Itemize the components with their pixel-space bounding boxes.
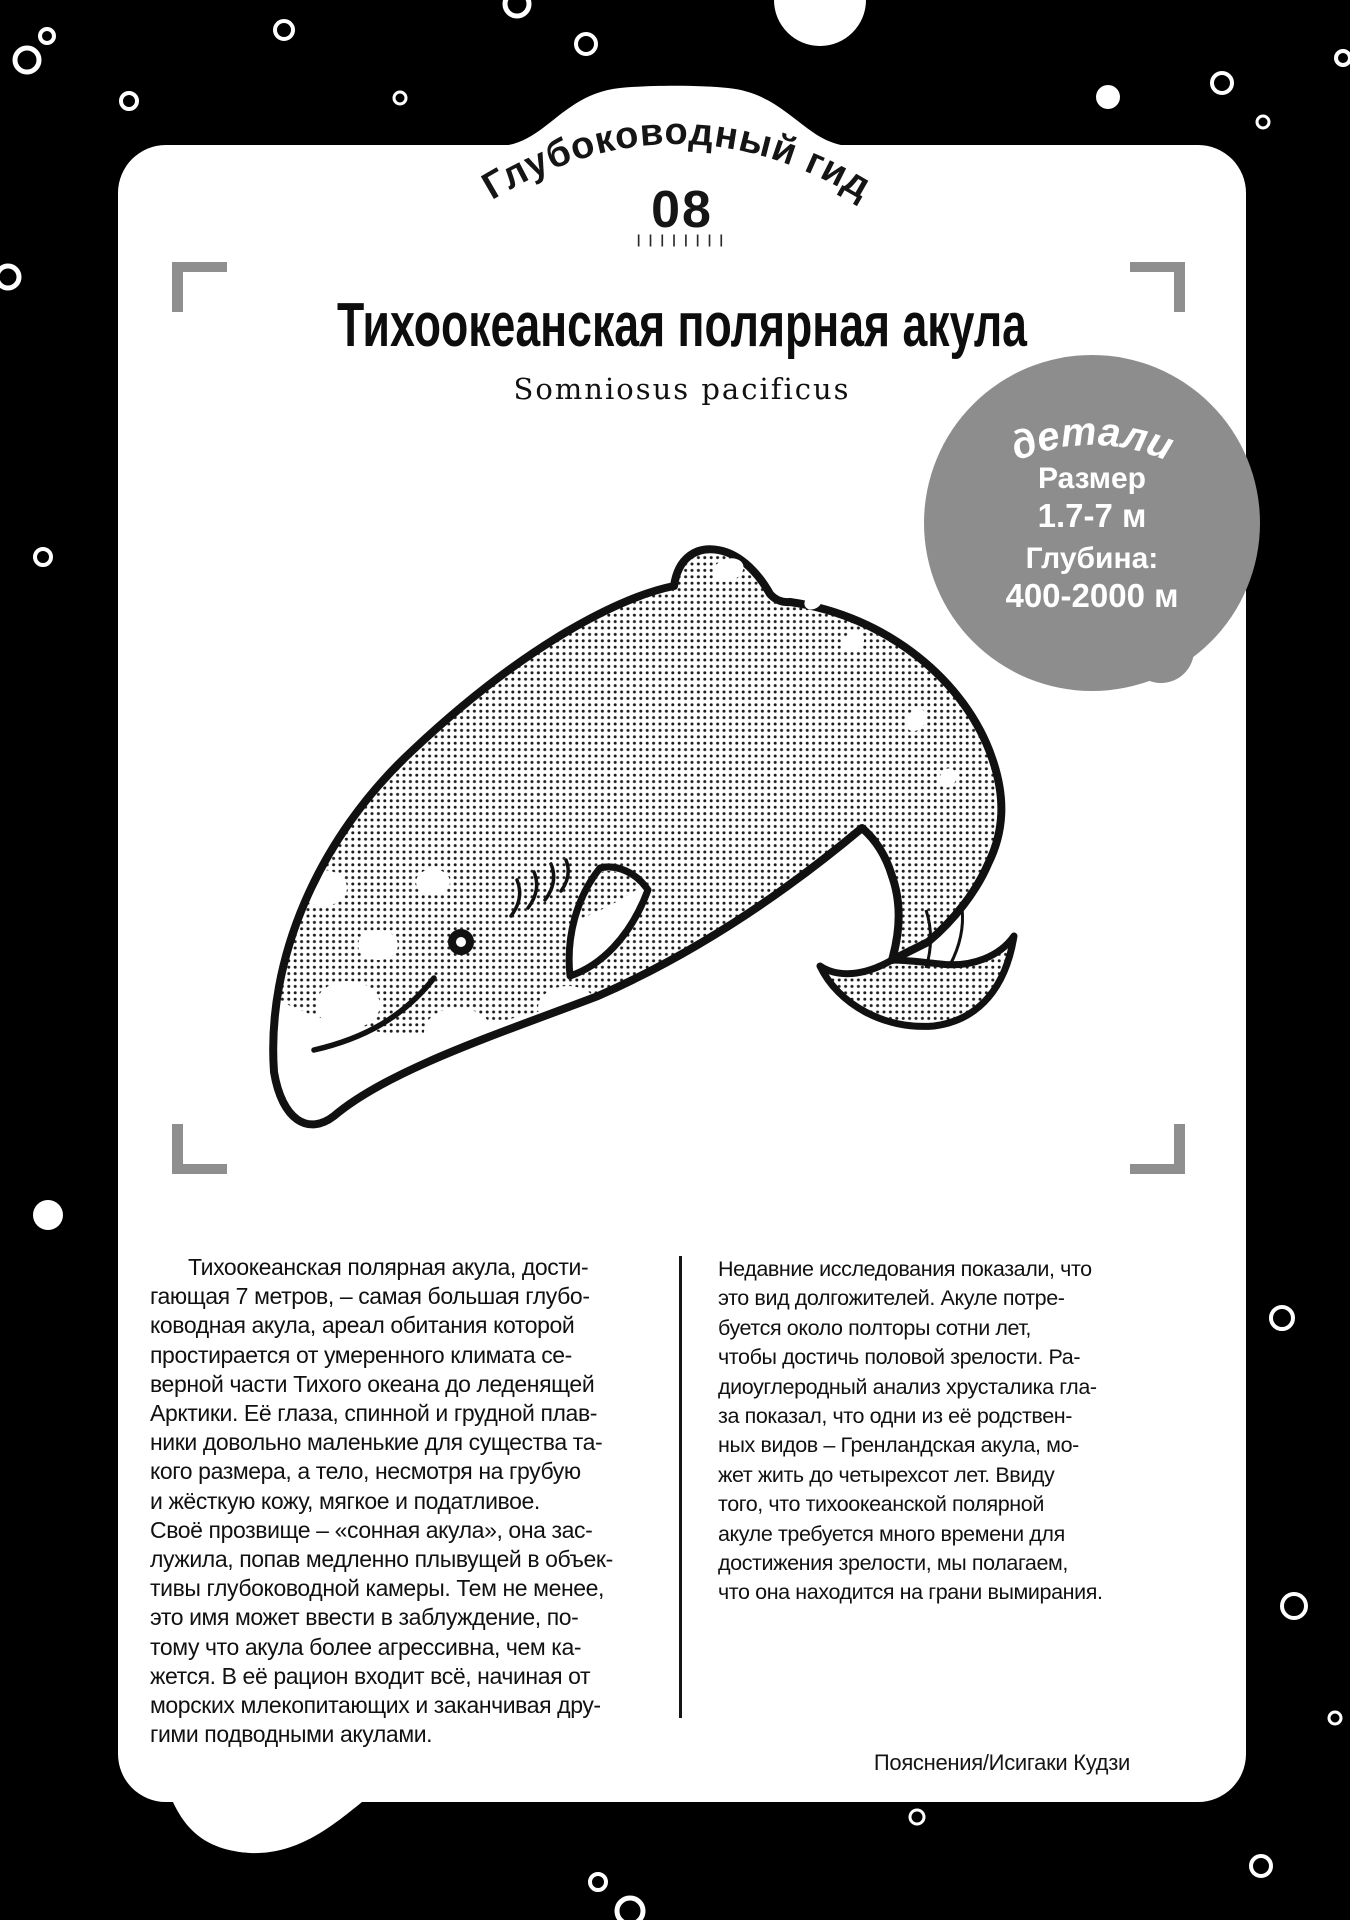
latin-species-name: Somniosus pacificus <box>513 372 851 406</box>
text-line: чтобы достичь половой зрелости. Ра- <box>718 1345 1081 1370</box>
text-line: жется. В её рацион входит всё, начиная от <box>150 1662 591 1689</box>
text-line: верной части Тихого океана до леденящей <box>150 1370 595 1397</box>
text-line: это вид долгожителей. Акуле потре- <box>718 1286 1065 1311</box>
size-label: Размер <box>1037 462 1147 495</box>
text-line: диоуглеродный анализ хрусталика гла- <box>718 1374 1097 1399</box>
text-line: ники довольно маленькие для существа та- <box>150 1429 603 1456</box>
issue-number: 08 <box>651 181 713 239</box>
text-line: гими подводными акулами. <box>150 1721 433 1748</box>
depth-value: 400-2000 м <box>1005 577 1179 614</box>
page-title: Тихоокеанская полярная акула <box>337 291 1028 360</box>
text-line: и жёсткую кожу, мягкое и податливое. <box>150 1487 540 1514</box>
text-line: это имя может ввести в заблуждение, по- <box>150 1604 579 1631</box>
text-line: того, что тихоокеанской полярной <box>718 1492 1044 1517</box>
column-divider <box>679 1256 682 1718</box>
text-line: тому что акула более агрессивна, чем ка- <box>150 1633 582 1660</box>
card-bottom-notch <box>172 1800 362 1856</box>
corner-bracket-bottom-right <box>1130 1124 1185 1174</box>
text-line: ководная акула, ареал обитания которой <box>150 1312 575 1339</box>
article-right-column <box>718 1255 1124 1608</box>
size-value: 1.7-7 м <box>1037 497 1147 534</box>
text-line: гающая 7 метров, – самая большая глубо- <box>150 1283 590 1310</box>
svg-text:детали <box>1005 409 1179 469</box>
depth-label: Глубина: <box>1025 542 1159 575</box>
text-line: акуле требуется много времени для <box>718 1521 1065 1546</box>
details-bubble-text <box>924 355 1260 691</box>
series-title: Глубоководный гид <box>475 110 879 209</box>
text-line: простирается от умеренного климата се- <box>150 1341 572 1368</box>
text-line: достижения зрелости, мы полагаем, <box>718 1551 1068 1576</box>
text-line: что она находится на грани вымирания. <box>718 1580 1103 1605</box>
text-line: Арктики. Её глаза, спинной и грудной плав- <box>150 1400 598 1427</box>
tick-marks-decoration: |||||||| <box>634 233 730 248</box>
credit-line: Пояснения/Исигаки Кудзи <box>873 1750 1130 1775</box>
details-bubble <box>924 355 1260 691</box>
text-line: тивы глубоководной камеры. Тем не менее, <box>150 1575 605 1602</box>
corner-bracket-bottom-left <box>172 1124 227 1174</box>
details-heading: детали <box>1004 409 1180 470</box>
text-line: лужила, попав медленно плывущей в объек- <box>150 1546 613 1573</box>
text-line: жет жить до четырехсот лет. Ввиду <box>718 1462 1055 1487</box>
text-line: Своё прозвище – «сонная акула», она зас- <box>150 1516 593 1543</box>
article-left-column <box>150 1253 672 1749</box>
text-line: кого размера, а тело, несмотря на грубую <box>150 1458 581 1485</box>
text-line: за показал, что одни из её родствен- <box>718 1404 1072 1429</box>
shark-eye <box>452 933 470 951</box>
text-line: ных видов – Гренландская акула, мо- <box>718 1433 1079 1458</box>
text-line: Недавние исследования показали, что <box>718 1257 1092 1281</box>
text-line: морских млекопитающих и заканчивая дру- <box>150 1692 601 1719</box>
text-line: буется около полторы сотни лет, <box>718 1315 1031 1340</box>
text-line: Тихоокеанская полярная акула, дости- <box>188 1254 589 1280</box>
